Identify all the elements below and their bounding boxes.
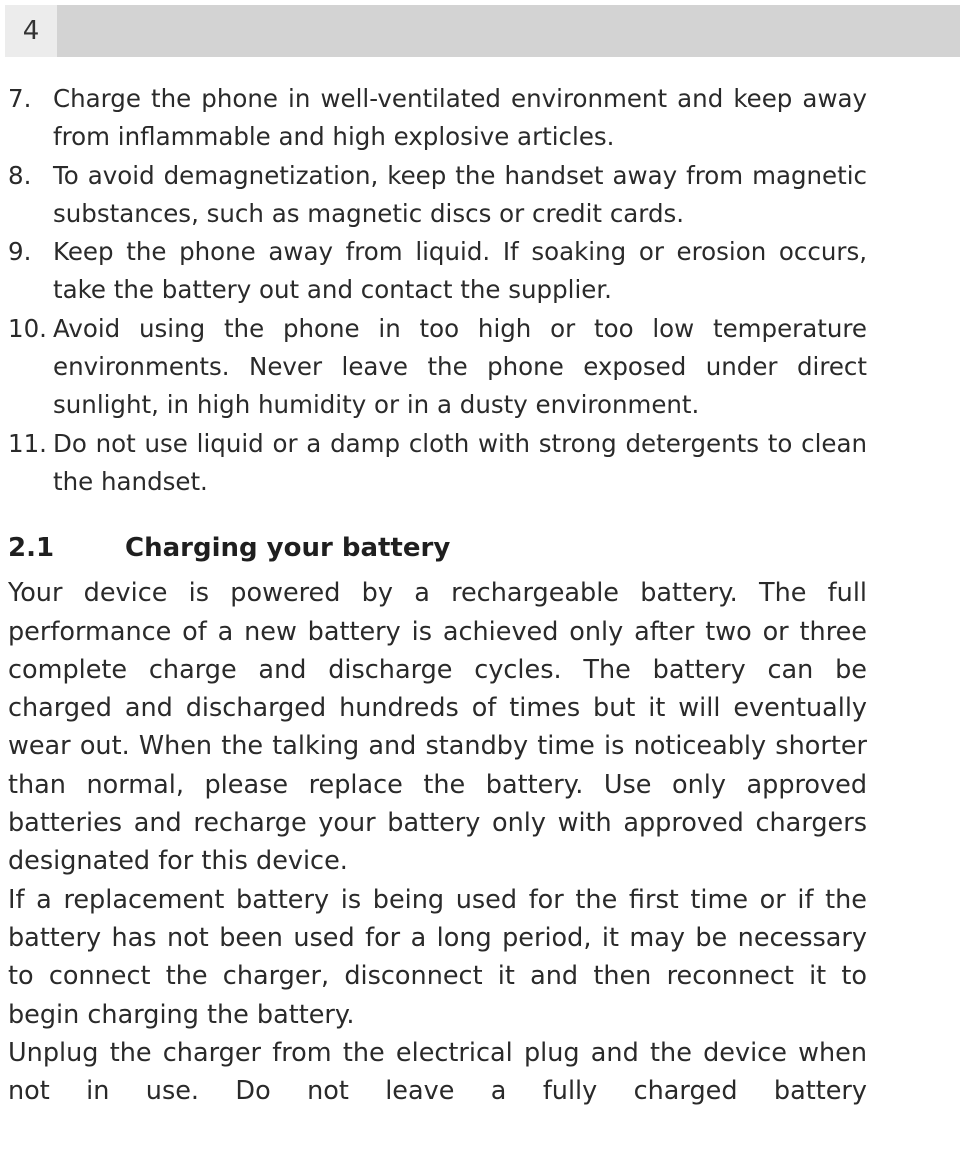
page-content (8, 80, 867, 1110)
page-header-bar (5, 5, 960, 57)
list-item-text: To avoid demagnetization, keep the handset away from magnetic substances, such as magnetic discs or credit cards. (53, 160, 867, 228)
list-item (8, 80, 867, 157)
list-item-number: 7. (8, 84, 32, 113)
section-title: Charging your battery (125, 533, 451, 564)
section-heading (8, 522, 867, 574)
body-paragraph: If a replacement battery is being used for the first time or if the battery has not been used for a long period, it may be necessary to connect the charger, disconnect it and then reconnect it to begin charging the battery. (8, 884, 867, 1030)
list-item-number: 8. (8, 160, 32, 190)
list-item-text: Do not use liquid or a damp cloth with strong detergents to clean the handset. (53, 428, 867, 496)
body-paragraph: Your device is powered by a rechargeable battery. The full performance of a new battery is achieved only after two or three complete charge and discharge cycles. The battery can be charged and discharged hundreds of times but it will eventually wear out. When the talking and standby time is noticeably shorter than normal, please replace the battery. Use only approved batteries and recharge your battery only with approved chargers designated for this device. (8, 578, 867, 877)
list-item-text: Charge the phone in well-ventilated environment and keep away from inflammable and high explosive articles. (53, 84, 867, 152)
list-item-number: 10. (8, 313, 47, 343)
section-number: 2.1 (8, 533, 55, 564)
list-item-text: Avoid using the phone in too high or too low temperature environments. Never leave the phone exposed under direct sunlight, in high humidity or in a dusty environment. (53, 313, 867, 420)
list-item (8, 233, 867, 310)
page-number: 4 (5, 5, 57, 57)
list-item-text: Keep the phone away from liquid. If soaking or erosion occurs, take the battery out and contact the supplier. (53, 237, 867, 305)
list-item (8, 157, 867, 234)
list-item (8, 425, 867, 502)
list-item-number: 9. (8, 237, 32, 267)
body-paragraph: Unplug the charger from the electrical plug and the device when not in use. Do not leave a fully charged battery (8, 1037, 867, 1107)
list-item-number: 11. (8, 428, 47, 458)
list-item (8, 310, 867, 425)
